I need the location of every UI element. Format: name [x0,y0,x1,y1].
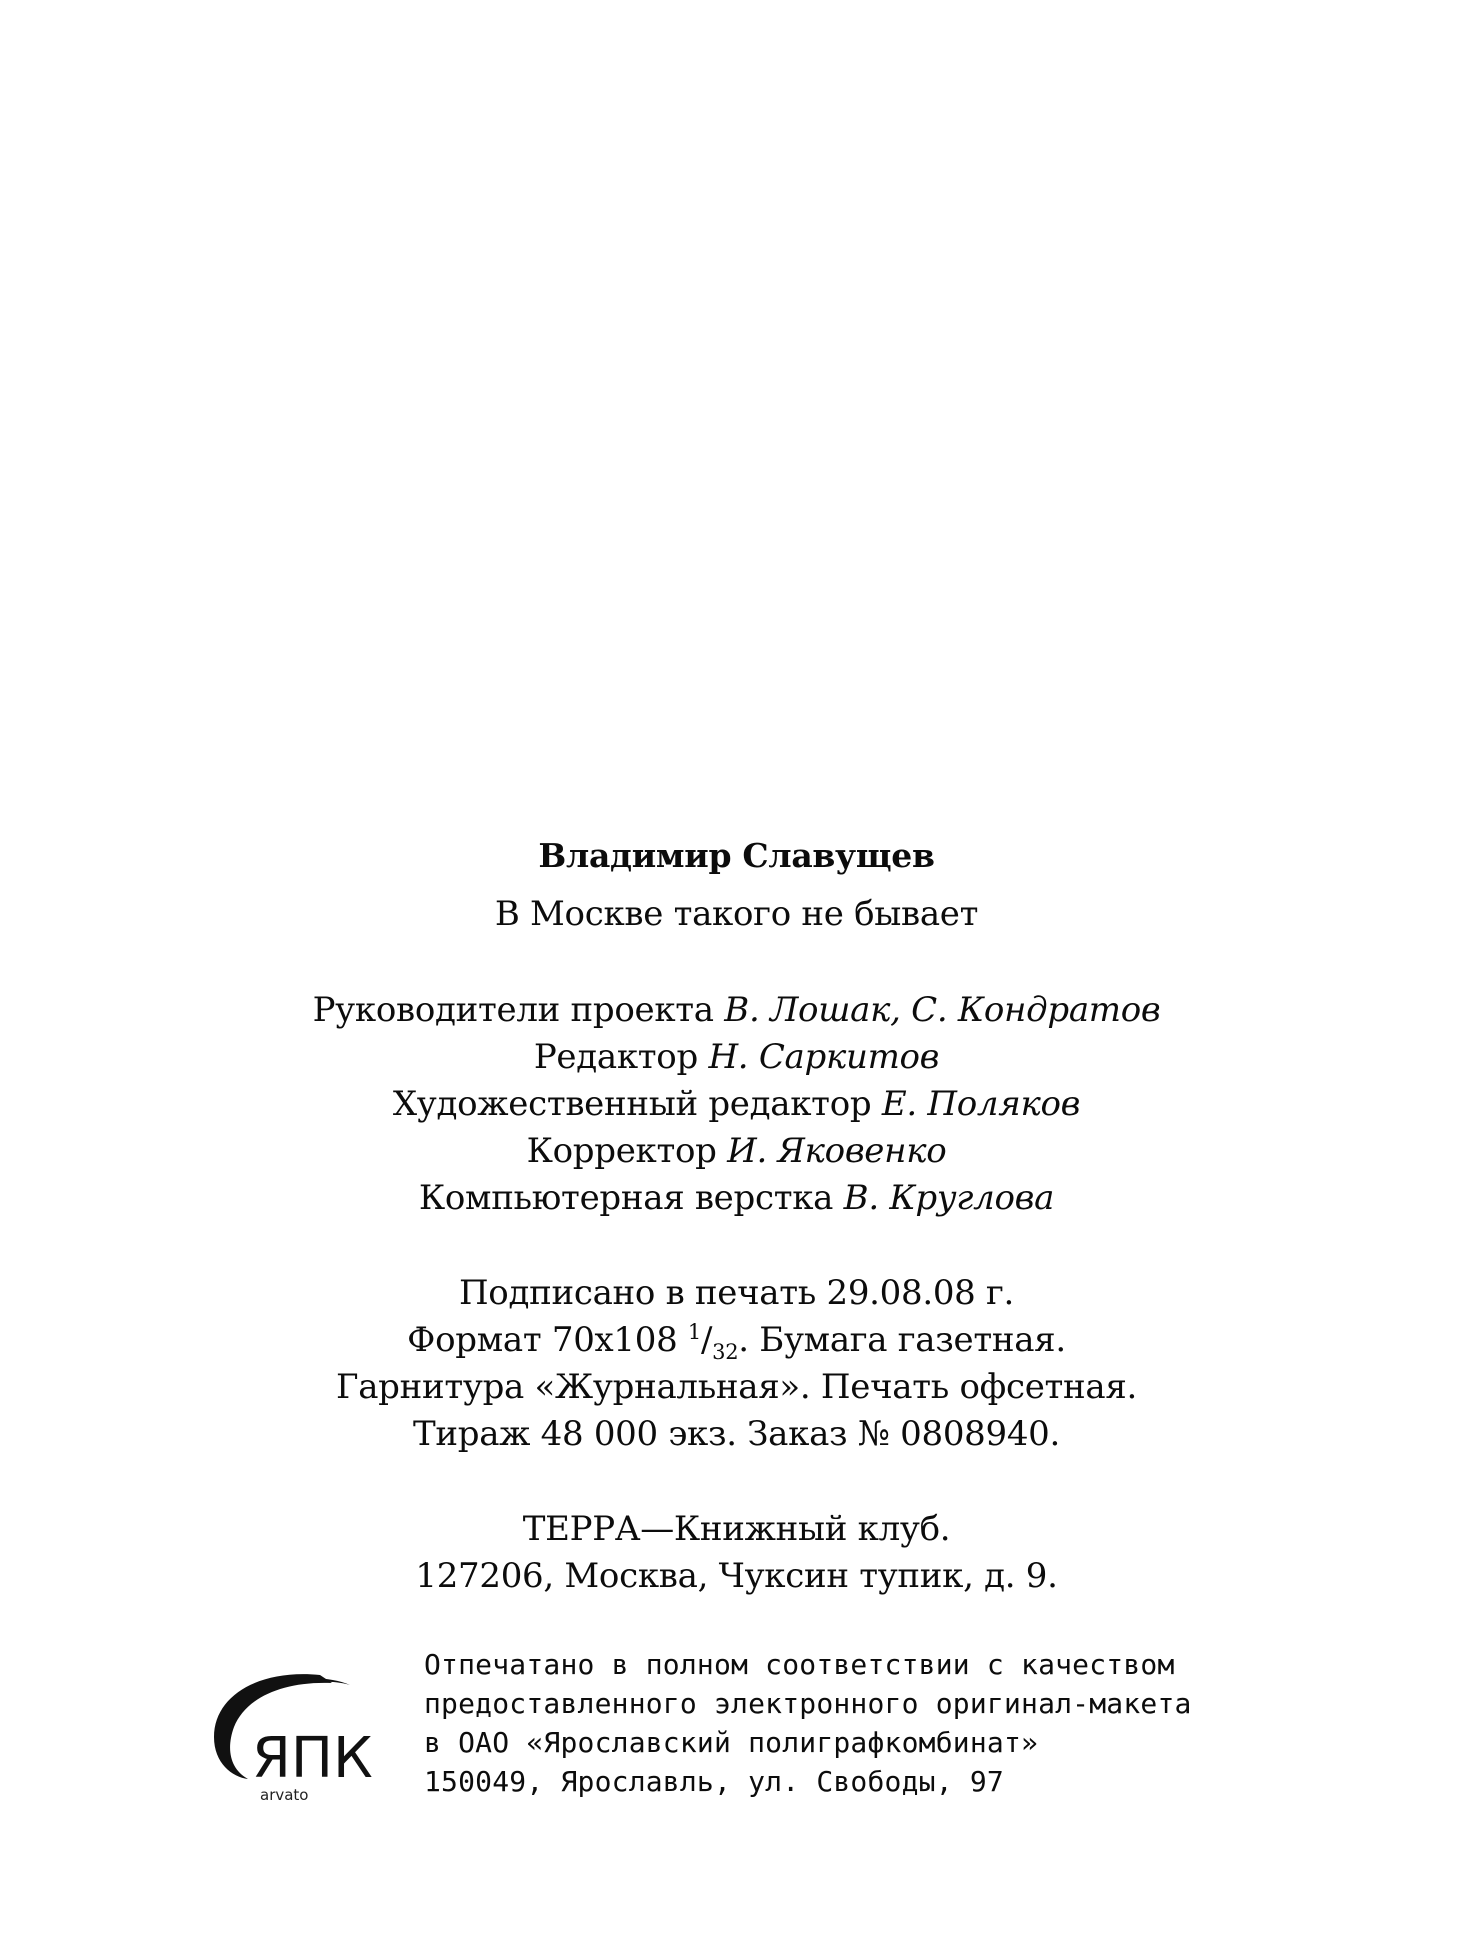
printer-logo [200,1665,390,1805]
signed-date: Подписано в печать 29.08.08 г. [458,1273,1015,1313]
publisher-name: ТЕРРА—Книжный клуб. [522,1509,951,1549]
format-denominator: 32 [712,1340,739,1364]
format-suffix: . Бумага газетная. [738,1320,1066,1360]
credit-line [0,1130,1473,1172]
credit-name: Е. Поляков [881,1084,1081,1124]
format-line: Формат 70x108 $^1/_{32}$. Бумага газетная. [407,1320,1066,1364]
colophon-line: Отпечатано в полном соответствии с качеством [424,1648,1175,1681]
credit-line [0,1177,1473,1219]
author-name: Владимир Славущев [538,836,935,875]
colophon-line: в ОАО «Ярославский полиграфкомбинат» [424,1726,1039,1759]
credit-role: Компьютерная верстка [418,1178,834,1218]
credit-line [0,1083,1473,1125]
credit-line [0,1036,1473,1078]
credit-role: Руководители проекта [312,990,714,1030]
typeface-line: Гарнитура «Журнальная». Печать офсетная. [335,1367,1138,1407]
logo-subtext: arvato [260,1786,309,1804]
run-line: Тираж 48 000 экз. Заказ № 0808940. [412,1414,1061,1454]
credit-role: Редактор [533,1037,698,1077]
credit-line [0,989,1473,1031]
publisher-address: 127206, Москва, Чуксин тупик, д. 9. [415,1556,1058,1596]
credit-role: Художественный редактор [392,1084,872,1124]
logo-text: ЯПК [252,1726,373,1791]
credit-name: В. Лошак, С. Кондратов [724,990,1161,1030]
credit-name: Н. Саркитов [708,1037,940,1077]
credit-name: В. Круглова [843,1178,1055,1218]
credit-name: И. Яковенко [727,1131,947,1171]
format-prefix: Формат 70x108 [407,1320,678,1360]
format-numerator: 1 [687,1320,701,1344]
colophon-line: 150049, Ярославль, ул. Свободы, 97 [424,1765,1004,1798]
colophon-line: предоставленного электронного оригинал-макета [424,1687,1192,1720]
credit-role: Корректор [526,1131,717,1171]
printer-colophon [424,1645,1192,1801]
book-title: В Москве такого не бывает [494,894,979,934]
